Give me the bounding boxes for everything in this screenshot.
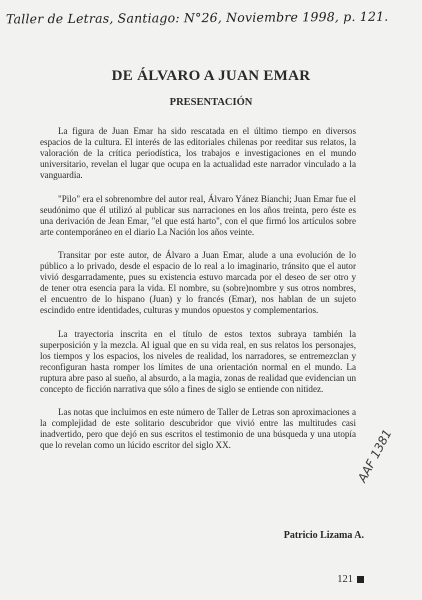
paragraph-4: La trayectoria inscrita en el título de estos textos subraya también la superposición y la mezcla. Al igual que en su vida real, en sus relatos los personajes, los tiempos y los espacios, los niveles de realidad, los narradores, se entremezclan y reconfiguran hasta romper los límites de una orientación normal en el mundo. La ruptura abre paso al sueño, al absurdo, a la magia, zonas de realidad que evidencian un concepto de ficción narrativa que sólo a fines de siglo se entiende con nitidez. <box>40 328 356 394</box>
page-number-footer <box>337 574 364 585</box>
author-signature: Patricio Lizama A. <box>283 530 364 541</box>
paragraph-1: La figura de Juan Emar ha sido rescatada en el último tiempo en diversos espacios de la cultura. El interés de las editoriales chilenas por reeditar sus relatos, la valoración de la crítica periodística, los trabajos e investigaciones en el mundo universitario, revelan el lugar que ocupa en la actualidad este narrador vinculado a la vanguardia. <box>40 126 356 180</box>
square-bullet-icon <box>357 576 364 583</box>
paragraph-2: "Pilo" era el sobrenombre del autor real, Álvaro Yánez Bianchi; Juan Emar fue el seudónimo que él utilizó al publicar sus narraciones en los años treinta, pero éste es una derivación de Jean Emar, "el que está harto", con el que firmó los artículos sobre arte contemporáneo en el diario La Nación los años veinte. <box>40 193 356 237</box>
page-number: 121 <box>337 574 353 585</box>
handwritten-citation: Taller de Letras, Santiago: N°26, Noviembre 1998, p. 121. <box>5 8 389 27</box>
paragraph-5: Las notas que incluimos en este número de Taller de Letras son aproximaciones a la complejidad de este solitario descubridor que vivió entre las multitudes casi inadvertido, pero que dejó en sus escritos el testimonio de una búsqueda y una utopía que lo revelan como un lúcido escritor del siglo XX. <box>40 407 356 450</box>
body-text <box>40 126 356 464</box>
archive-stamp: AAF 1381 <box>355 427 395 485</box>
paragraph-3: Transitar por este autor, de Álvaro a Juan Emar, alude a una evolución de lo público a lo privado, desde el espacio de lo real a lo imaginario, tránsito que el autor vivió desgarradamente, pues su existencia estuvo marcada por el deseo de ser otro y de tener otra esencia para la vida. El nombre, su (sobre)nombre y sus otros nombres, el encuentro de lo hispano (Juan) y lo francés (Emar), nos hablan de un sujeto escindido entre identidades, culturas y mundos opuestos y complementarios. <box>40 250 356 315</box>
section-subtitle: PRESENTACIÓN <box>169 97 253 108</box>
page-title: DE ÁLVARO A JUAN EMAR <box>111 68 311 84</box>
